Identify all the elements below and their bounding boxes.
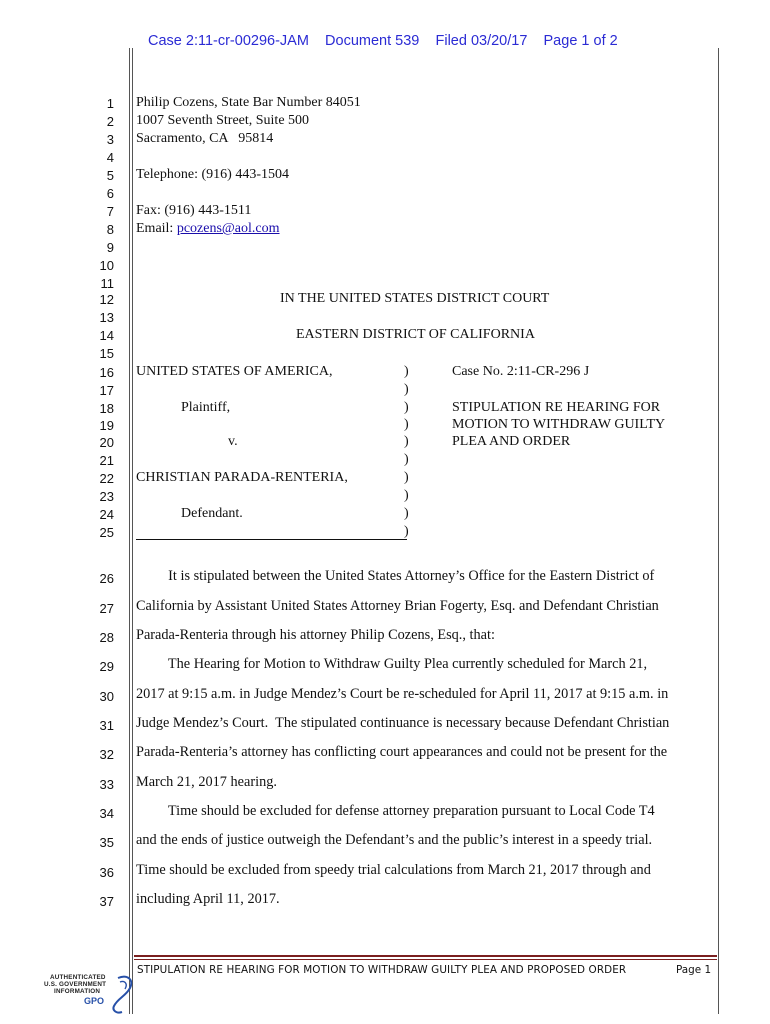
- caption-title-line-1: STIPULATION RE HEARING FOR: [452, 400, 661, 415]
- line-number: 15: [99, 346, 114, 361]
- attorney-address-street: 1007 Seventh Street, Suite 500: [136, 113, 310, 128]
- left-margin-line-1: [129, 48, 130, 1014]
- caption-paren: ): [404, 364, 409, 379]
- body-line: California by Assistant United States Attorney Brian Fogerty, Esq. and Defendant Christian: [136, 598, 659, 614]
- line-number: 6: [106, 186, 114, 201]
- line-number: 23: [99, 489, 114, 504]
- footer-rule-thin: [134, 959, 717, 960]
- email-label: Email:: [136, 221, 177, 236]
- caption-paren: ): [404, 417, 409, 432]
- line-number: 8: [106, 222, 114, 237]
- caption-title-line-3: PLEA AND ORDER: [452, 434, 571, 449]
- line-number: 32: [99, 747, 114, 762]
- line-number: 18: [99, 401, 114, 416]
- court-district: EASTERN DISTRICT OF CALIFORNIA: [296, 327, 535, 342]
- footer-rule-thick: [134, 955, 717, 957]
- right-margin-line: [718, 48, 719, 1014]
- filing-header: [148, 33, 618, 49]
- caption-underline: [136, 539, 407, 540]
- body-line: Time should be excluded from speedy trial calculations from March 21, 2017 through and: [136, 862, 651, 878]
- header-case-number: Case 2:11-cr-00296-JAM: [148, 33, 309, 49]
- gpo-line-information: INFORMATION: [54, 988, 101, 995]
- line-number: 36: [99, 865, 114, 880]
- email-link[interactable]: pcozens@aol.com: [176, 221, 280, 236]
- caption-title-line-2: MOTION TO WITHDRAW GUILTY: [452, 417, 666, 432]
- caption-defendant-role: Defendant.: [181, 506, 243, 521]
- line-number: 27: [99, 601, 114, 616]
- attorney-name: Philip Cozens, State Bar Number 84051: [136, 95, 361, 110]
- line-number: 22: [99, 471, 114, 486]
- body-line: Parada-Renteria through his attorney Philip Cozens, Esq., that:: [136, 627, 495, 643]
- line-number: 35: [99, 835, 114, 850]
- body-line: including April 11, 2017.: [136, 891, 280, 907]
- line-number: 14: [99, 328, 114, 343]
- caption-paren: ): [404, 382, 409, 397]
- line-number: 10: [99, 258, 114, 273]
- caption-paren: ): [404, 506, 409, 521]
- caption-plaintiff-role: Plaintiff,: [181, 400, 231, 415]
- line-number: 33: [99, 777, 114, 792]
- caption-paren: ): [404, 470, 409, 485]
- gpo-mark: GPO: [84, 996, 105, 1006]
- attorney-address-city: Sacramento, CA 95814: [136, 131, 274, 146]
- line-number: 37: [99, 894, 114, 909]
- body-line: 2017 at 9:15 a.m. in Judge Mendez’s Court be re-scheduled for April 11, 2017 at 9:15 a.m. in: [136, 686, 669, 702]
- line-number: 24: [99, 507, 114, 522]
- line-number: 30: [99, 689, 114, 704]
- caption-paren: ): [404, 400, 409, 415]
- caption-versus: v.: [228, 434, 238, 449]
- line-number: 9: [106, 240, 114, 255]
- line-number: 28: [99, 630, 114, 645]
- gpo-line-authenticated: AUTHENTICATED: [50, 974, 106, 981]
- line-number: 12: [99, 292, 114, 307]
- footer-page-number: Page 1: [676, 964, 712, 976]
- line-number: 7: [106, 204, 114, 219]
- line-number: 13: [99, 310, 114, 325]
- line-number: 16: [99, 365, 114, 380]
- line-number: 4: [106, 150, 114, 165]
- caption-case-number: Case No. 2:11-CR-296 J: [452, 364, 590, 379]
- caption-paren: ): [404, 434, 409, 449]
- body-line: It is stipulated between the United States Attorney’s Office for the Eastern District of: [136, 568, 655, 584]
- left-margin-line-2: [132, 48, 133, 1014]
- line-number: 17: [99, 383, 114, 398]
- caption-defendant: CHRISTIAN PARADA-RENTERIA,: [136, 470, 348, 485]
- line-number: 2: [106, 114, 114, 129]
- line-number: 34: [99, 806, 114, 821]
- body-line: The Hearing for Motion to Withdraw Guilty Plea currently scheduled for March 21,: [136, 656, 648, 672]
- court-name: IN THE UNITED STATES DISTRICT COURT: [280, 291, 550, 306]
- attorney-telephone: Telephone: (916) 443-1504: [136, 167, 289, 182]
- line-number: 11: [100, 276, 114, 291]
- line-number: 5: [106, 168, 114, 183]
- line-number: 3: [106, 132, 114, 147]
- line-number: 1: [106, 96, 114, 111]
- attorney-fax: Fax: (916) 443-1511: [136, 203, 252, 218]
- footer-document-title: STIPULATION RE HEARING FOR MOTION TO WITHDRAW GUILTY PLEA AND PROPOSED ORDER: [137, 964, 627, 976]
- body-line: and the ends of justice outweigh the Defendant’s and the public’s interest in a speedy trial.: [136, 832, 653, 848]
- line-number: 31: [99, 718, 114, 733]
- attorney-email-line: [136, 221, 280, 237]
- caption-paren: ): [404, 452, 409, 467]
- line-number: 20: [99, 435, 114, 450]
- line-number: 29: [99, 659, 114, 674]
- gpo-line-government: U.S. GOVERNMENT: [44, 981, 107, 988]
- line-number: 19: [99, 418, 114, 433]
- header-page-count: Page 1 of 2: [543, 33, 618, 49]
- gpo-authentication-seal: [30, 972, 140, 1018]
- header-filed-date: Filed 03/20/17: [435, 33, 528, 49]
- line-number: 21: [99, 453, 114, 468]
- body-line: Judge Mendez’s Court. The stipulated continuance is necessary because Defendant Christian: [136, 715, 670, 731]
- line-number: 25: [99, 525, 114, 540]
- header-document-number: Document 539: [325, 33, 420, 49]
- body-line: March 21, 2017 hearing.: [136, 774, 277, 790]
- caption-paren: ): [404, 524, 409, 539]
- caption-paren: ): [404, 488, 409, 503]
- body-line: Parada-Renteria’s attorney has conflicting court appearances and could not be present for the: [136, 744, 668, 760]
- body-line: Time should be excluded for defense attorney preparation pursuant to Local Code T4: [136, 803, 655, 819]
- caption-plaintiff: UNITED STATES OF AMERICA,: [136, 364, 333, 379]
- line-number: 26: [99, 571, 114, 586]
